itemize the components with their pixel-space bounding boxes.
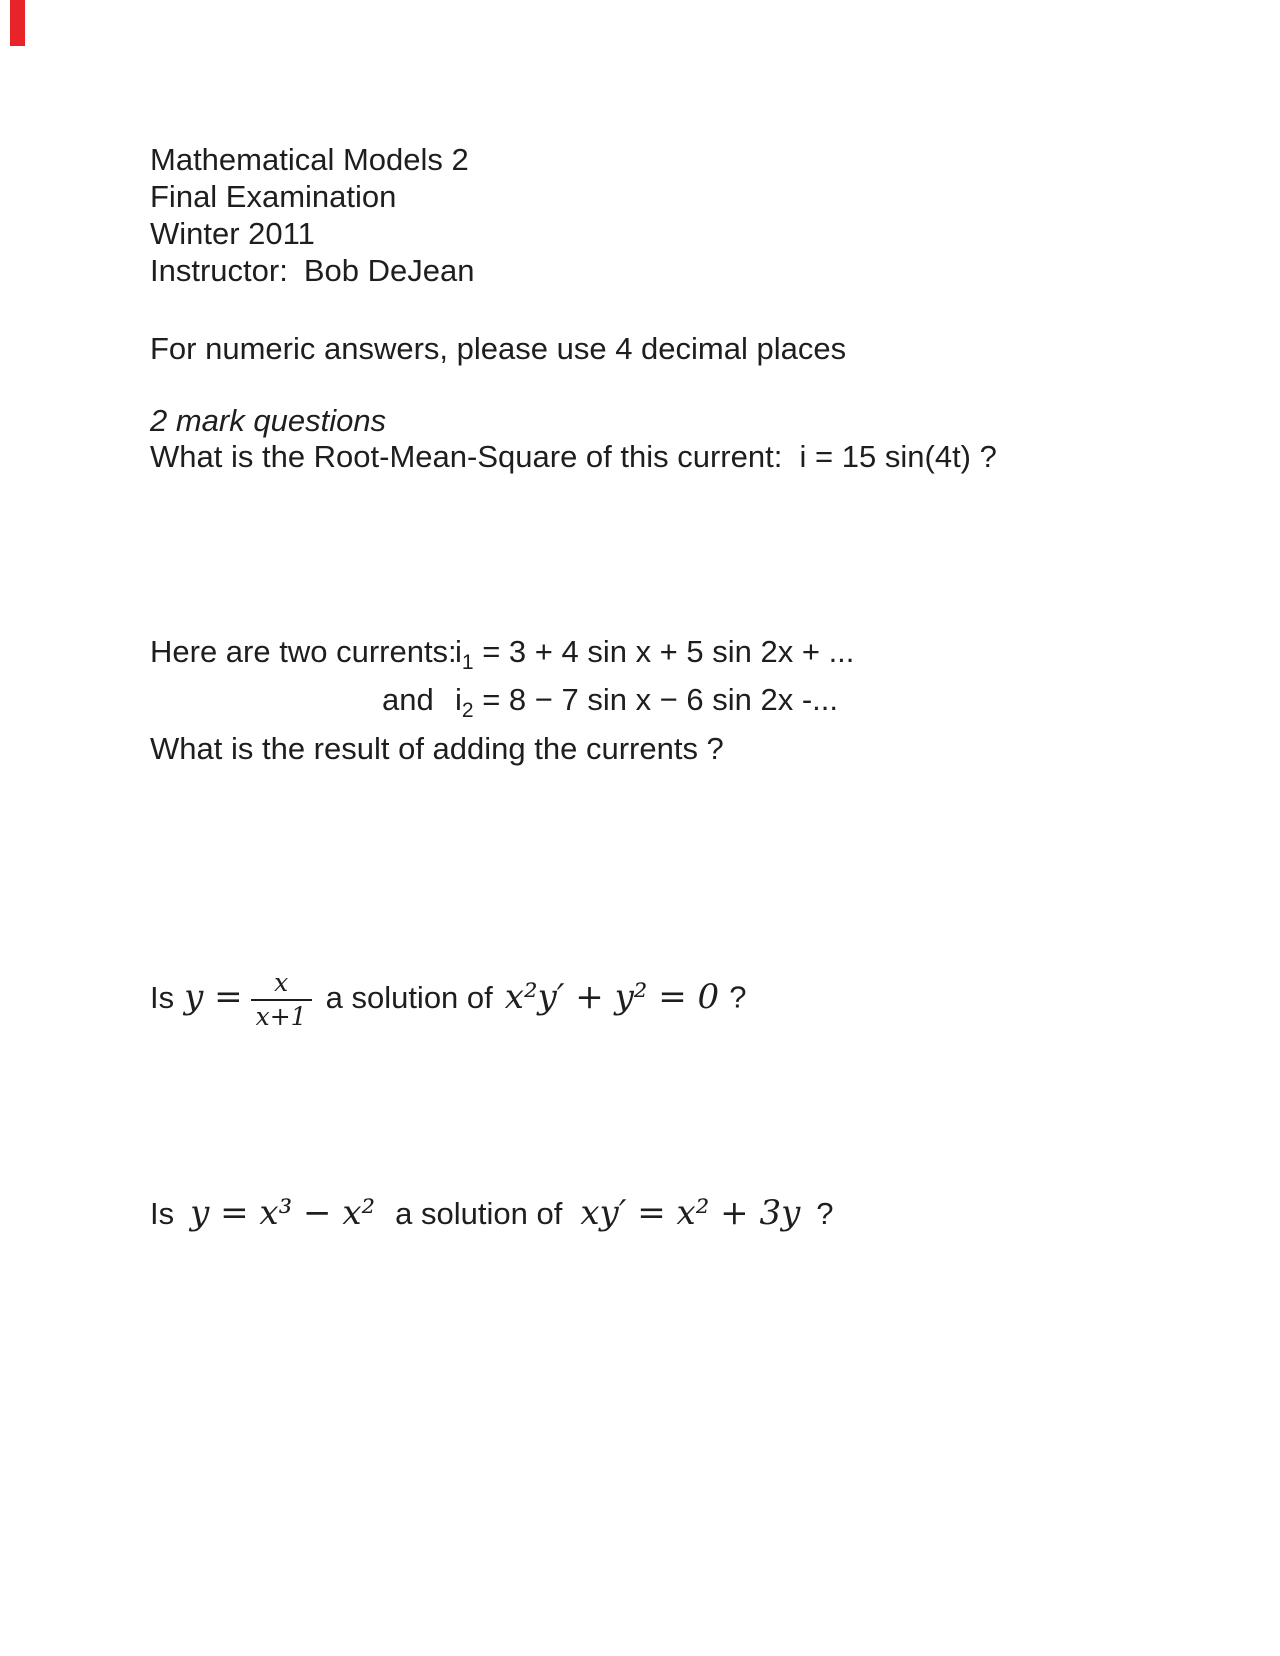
instructor-name: Bob DeJean [303, 253, 475, 288]
instructor-label: Instructor: [150, 253, 288, 288]
currents-intro: Here are two currents: [150, 634, 457, 669]
q4-middle: a solution of [395, 1196, 563, 1231]
currents-question: What is the result of adding the currents ? [150, 731, 724, 766]
decimal-note: For numeric answers, please use 4 decimal places [150, 331, 847, 366]
question-ode1 [150, 970, 746, 1029]
current-i2: $i_2 = 8 - 7$ sin x − 6 sin 2x -... [455, 682, 839, 722]
fraction [251, 970, 312, 1029]
current-i1: $i_1 = 3 + 4$ sin x + 5 sin 2x + ... [455, 634, 855, 674]
term: Winter 2011 [150, 216, 315, 251]
fraction-denominator: x+1 [251, 999, 312, 1029]
course-title: Mathematical Models 2 [150, 142, 469, 177]
q3-question-mark: ? [729, 979, 747, 1015]
current-i1-equation: = 3 + 4 sin x + 5 sin 2x + ... [473, 634, 855, 669]
question-ode2 [150, 1193, 834, 1233]
q3-middle: a solution of [325, 979, 493, 1015]
q3-lead: Is [150, 979, 175, 1015]
q4-math-rhs: xy′ = x² + 3y [580, 1193, 801, 1233]
red-marker [10, 0, 25, 46]
q4-math-lhs: y = x³ − x² [190, 1193, 376, 1233]
and-label: and [382, 682, 434, 717]
q4-lead: Is [150, 1196, 175, 1231]
section-heading: 2 mark questions [150, 403, 387, 438]
current-i2-subscript: 2 [461, 699, 474, 722]
current-i1-subscript: 1 [461, 651, 474, 674]
exam-title: Final Examination [150, 179, 397, 214]
fraction-numerator: x [274, 968, 289, 997]
instructor-line [150, 255, 474, 286]
question-rms: What is the Root-Mean-Square of this current: i = 15 sin(4t) ? [150, 439, 997, 474]
q4-question-mark: ? [816, 1196, 834, 1231]
q3-math-lhs: y = [184, 976, 243, 1017]
currents-line-1 [150, 634, 855, 674]
q3-math-rhs: x²y′ + y² = 0 [504, 976, 720, 1017]
current-i2-equation: = 8 − 7 sin x − 6 sin 2x -... [473, 682, 839, 717]
